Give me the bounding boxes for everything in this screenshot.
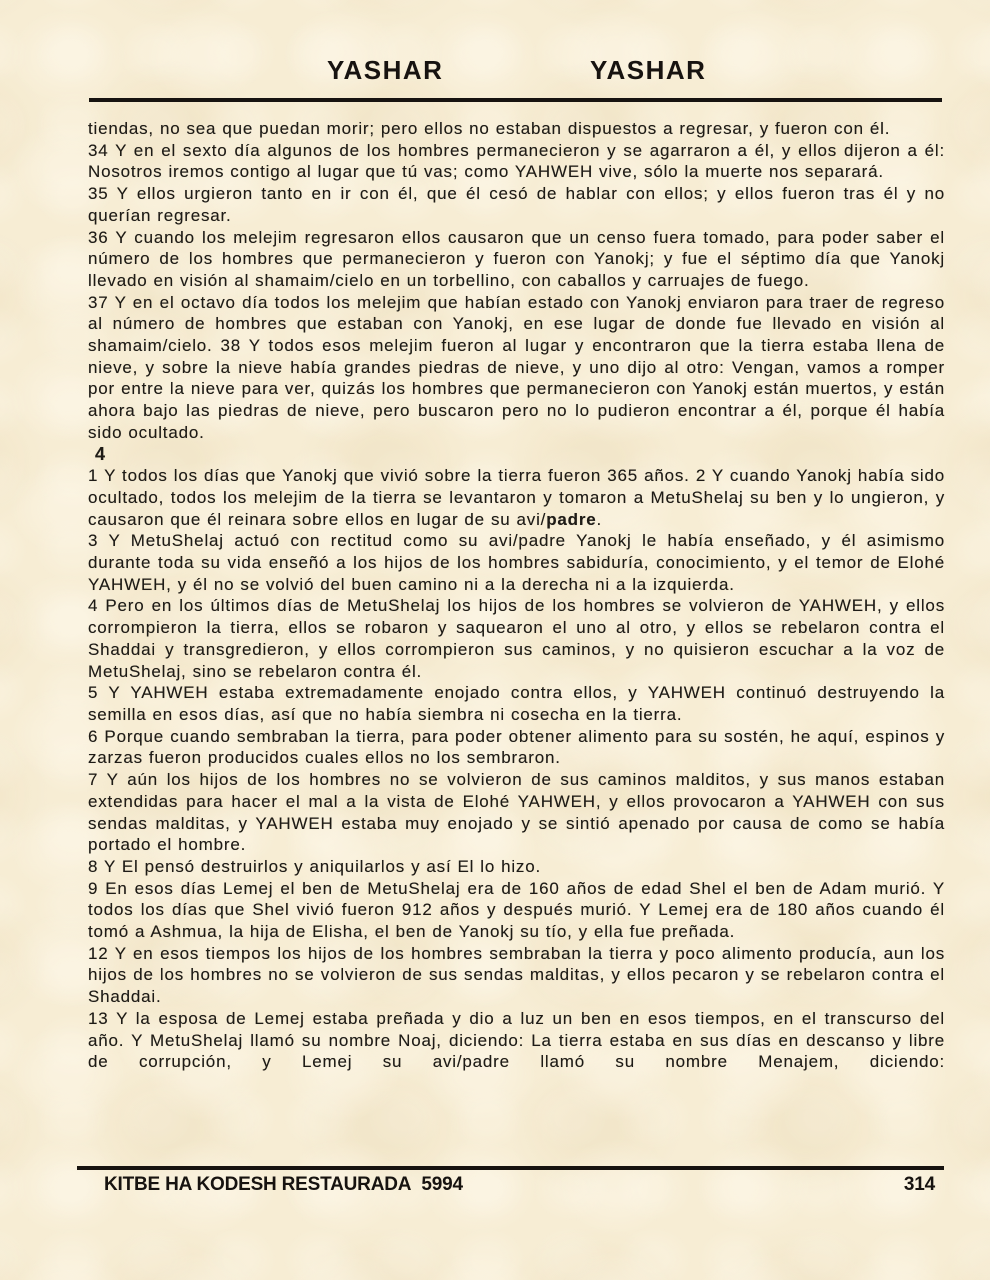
body-text <box>88 118 945 1073</box>
verse-paragraph: 36 Y cuando los melejim regresaron ellos causaron que un censo fuera tomado, para poder saber el número de los hombres que permanecieron y fueron con Yanokj; y fue el séptimo día que Yanokj llevado en visión al shamaim/cielo en un torbellino, con caballos y carruajes de fuego. <box>88 227 945 290</box>
verse-paragraph: 12 Y en esos tiempos los hijos de los hombres sembraban la tierra y poco alimento producía, aun los hijos de los hombres no se volvieron de sus sendas malditas, y ellos pecaron y se rebelaron contra el Shaddai. <box>88 943 945 1007</box>
footer-title: KITBE HA KODESH RESTAURADA 5994 <box>104 1174 463 1195</box>
page-footer <box>104 1174 935 1196</box>
verse-text: . <box>596 509 603 529</box>
verse-text-bold: padre <box>546 509 597 529</box>
verse-paragraph: 9 En esos días Lemej el ben de MetuShelaj era de 160 años de edad Shel el ben de Adam murió. Y todos los días que Shel vivió fueron 912 años y después murió. Y Lemej era de 180 años cuando él tomó a Ashmua, la hija de Elisha, el ben de Yanokj su tío, y ella fue preñada. <box>88 878 945 942</box>
footer-rule <box>77 1166 944 1170</box>
verse-paragraph: 35 Y ellos urgieron tanto en ir con él, que él cesó de hablar con ellos; y ellos fueron tras él y no querían regresar. <box>88 184 945 225</box>
chapter-number: 4 <box>95 443 106 464</box>
verse-paragraph: 3 Y MetuShelaj actuó con rectitud como su avi/padre Yanokj le había enseñado, y él asimismo durante toda su vida enseñó a los hijos de los hombres sabiduría, conocimiento, y el temor de Elohé YAHWEH, y él no se volvió del buen camino ni a la derecha ni a la izquierda. <box>88 531 945 594</box>
verse-paragraph: 37 Y en el octavo día todos los melejim que habían estado con Yanokj enviaron para traer de regreso al número de hombres que estaban con Yanokj, en ese lugar de donde fue llevado en visión al shamaim/cielo. 38 Y todos esos melejim fueron al lugar y encontraron que la tierra estaba llena de nieve, y sobre la nieve había grandes piedras de nieve, y uno dijo al otro: Vengan, vamos a romper por entre la nieve para ver, quizás los hombres que permanecieron con Yanokj están muertos, y están ahora bajo las piedras de nieve, pero buscaron pero no lo pudieron encontrar a él, porque él había sido ocultado. <box>88 292 945 442</box>
verse-paragraph: 8 Y El pensó destruirlos y aniquilarlos y así El lo hizo. <box>88 856 542 876</box>
running-head-left: YASHAR <box>327 55 444 85</box>
paragraph-continuation: tiendas, no sea que puedan morir; pero ellos no estaban dispuestos a regresar, y fueron con él. <box>88 119 891 138</box>
running-head-right: YASHAR <box>590 55 707 85</box>
verse-paragraph: 6 Porque cuando sembraban la tierra, para poder obtener alimento para su sostén, he aquí, espinos y zarzas fueron producidos cuales ellos no los sembraron. <box>88 726 945 768</box>
verse-paragraph: 5 Y YAHWEH estaba extremadamente enojado contra ellos, y YAHWEH continuó destruyendo la semilla en esos días, así que no había siembra ni cosecha en la tierra. <box>88 683 945 724</box>
header-rule <box>89 98 942 102</box>
verse-paragraph <box>88 465 945 530</box>
page-header <box>0 55 990 85</box>
page-number: 314 <box>903 1174 935 1195</box>
verse-paragraph: 7 Y aún los hijos de los hombres no se volvieron de sus caminos malditos, y sus manos estaban extendidas para hacer el mal a la vista de Elohé YAHWEH, y ellos provocaron a YAHWEH con sus sendas malditas, y YAHWEH estaba muy enojado y se sintió apenado por causa de como se había portado el hombre. <box>88 770 945 855</box>
verse-paragraph: 13 Y la esposa de Lemej estaba preñada y dio a luz un ben en esos tiempos, en el transcurso del año. Y MetuShelaj llamó su nombre Noaj, diciendo: La tierra estaba en sus días en descanso y libre de corrupción, y Lemej su avi/padre llamó su nombre Menajem, diciendo: <box>88 1008 945 1072</box>
verse-paragraph: 34 Y en el sexto día algunos de los hombres permanecieron y se agarraron a él, y ellos dijeron a él: Nosotros iremos contigo al lugar que tú vas; como YAHWEH vive, sólo la muerte nos separará. <box>88 140 945 182</box>
verse-paragraph: 4 Pero en los últimos días de MetuShelaj los hijos de los hombres se volvieron de YAHWEH, y ellos corrompieron la tierra, ellos se robaron y saquearon el uno al otro, y ellos se rebelaron contra el Shaddai y transgredieron, y ellos corrompieron sus caminos, y no quisieron escuchar a la voz de MetuShelaj, sino se rebelaron contra él. <box>88 596 945 681</box>
verse-text: 1 Y todos los días que Yanokj que vivió sobre la tierra fueron 365 años. 2 Y cuando Yanokj había sido ocultado, todos los melejim de la tierra se levantaron y tomaron a MetuShelaj su ben y lo ungieron, y causaron que él reinara sobre ellos en lugar de su avi/ <box>88 466 945 529</box>
